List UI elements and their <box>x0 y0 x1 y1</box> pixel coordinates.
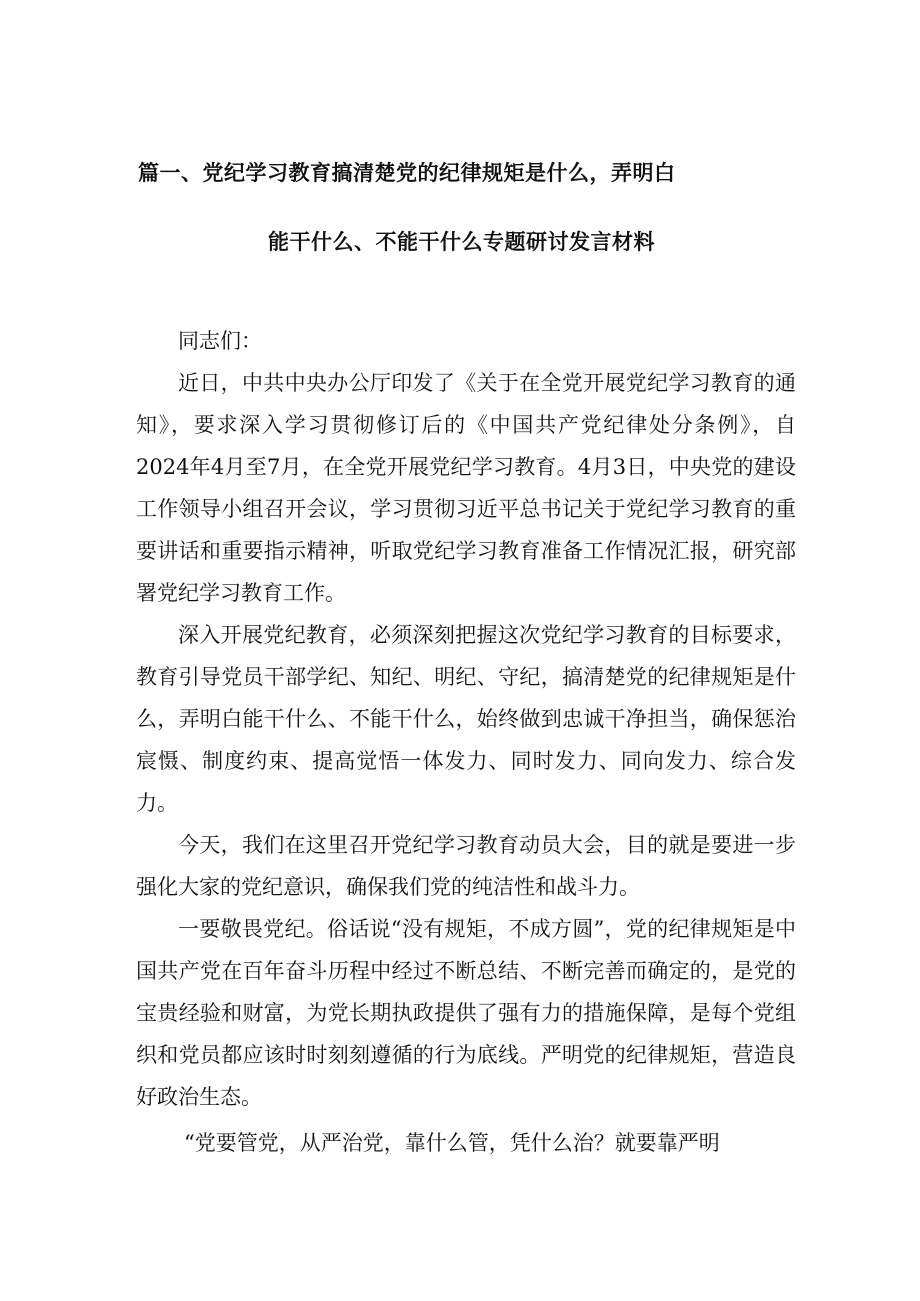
paragraph-4: 一要敬畏党纪。俗话说“没有规矩，不成方圆”，党的纪律规矩是中国共产党在百年奋斗历程中经过不断总结、不断完善而确定的，是党的宝贵经验和财富，为党长期执政提供了强有力的措施保障，是每个党组织和党员都应该时时刻刻遵循的行为底线。严明党的纪律规矩，营造良好政治生态。 <box>136 917 796 1109</box>
document-title-line-2: 能干什么、不能干什么专题研讨发言材料 <box>268 230 655 254</box>
paragraph-2: 深入开展党纪教育，必须深刻把握这次党纪学习教育的目标要求，教育引导党员干部学纪、知纪、明纪、守纪，搞清楚党的纪律规矩是什么，弄明白能干什么、不能干什么，始终做到忠诚干净担当，确保惩治宸慑、制度约束、提高觉悟一体发力、同时发力、同向发力、综合发力。 <box>136 623 796 815</box>
salutation: 同志们： <box>178 329 262 353</box>
paragraph-1: 近日，中共中央办公厅印发了《关于在全党开展党纪学习教育的通知》，要求深入学习贯彻修订后的《中国共产党纪律处分条例》，自2024年4月至7月，在全党开展党纪学习教育。4月3日，中央党的建设工作领导小组召开会议，学习贯彻习近平总书记关于党纪学习教育的重要讲话和重要指示精神，听取党纪学习教育准备工作情况汇报，研究部署党纪学习教育工作。 <box>136 371 796 605</box>
document-body <box>136 320 796 1164</box>
document-title-line-1: 篇一、党纪学习教育搞清楚党的纪律规矩是什么，弄明白 <box>138 161 676 185</box>
paragraph-3: 今天，我们在这里召开党纪学习教育动员大会，目的就是要进一步强化大家的党纪意识，确保我们党的纯洁性和战斗力。 <box>136 833 796 899</box>
paragraph-5: “党要管党，从严治党，靠什么管，凭什么治？就要靠严明 <box>184 1131 720 1155</box>
